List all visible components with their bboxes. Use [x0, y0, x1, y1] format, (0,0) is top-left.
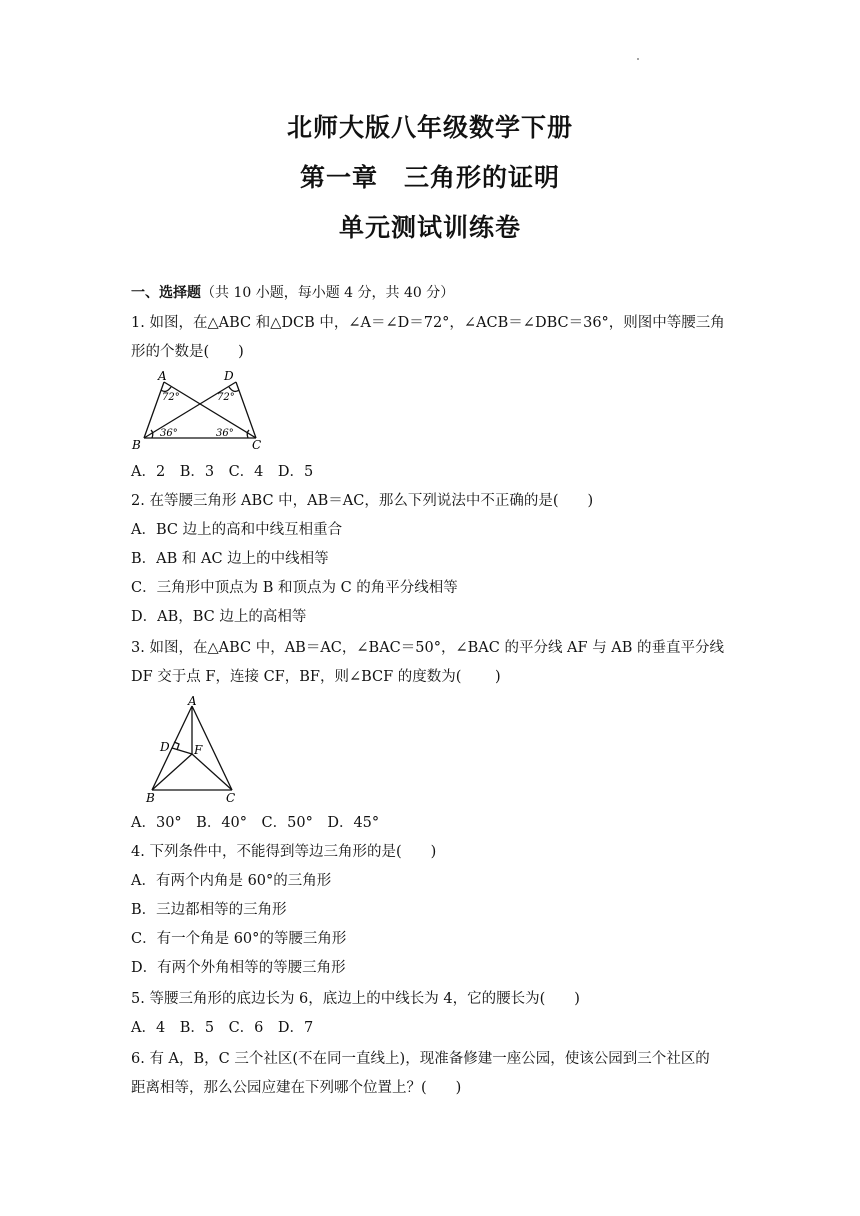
q1-label-c: C [252, 438, 262, 452]
section-heading [131, 283, 454, 303]
title-line-3: 单元测试训练卷 [338, 213, 521, 242]
q4-option-b: B．三边都相等的三角形 [131, 902, 287, 918]
q2-option-b: B．AB 和 AC 边上的中线相等 [131, 551, 329, 567]
q2-option-a: A．BC 边上的高和中线互相重合 [131, 522, 343, 538]
q1-label-d: D [224, 369, 234, 383]
q1-angle-c: 36° [216, 428, 234, 439]
q1-line-ac [164, 382, 256, 438]
q1-angle-a: 72° [162, 392, 180, 403]
q3-label-a: A [188, 694, 197, 708]
q3-label-b: B [146, 791, 155, 805]
q3-stem-line2: DF 交于点 F，连接 CF，BF，则∠BCF 的度数为( ) [131, 669, 501, 685]
q2-stem: 2. 在等腰三角形 ABC 中，AB＝AC，那么下列说法中不正确的是( ) [131, 493, 594, 509]
q1-angle-d: 72° [217, 392, 235, 403]
q3-label-d: D [160, 740, 170, 754]
title-line-1: 北师大版八年级数学下册 [286, 113, 573, 142]
q1-figure [128, 368, 268, 454]
q1-options: A．2 B．3 C．4 D．5 [131, 464, 314, 480]
q2-option-c: C．三角形中顶点为 B 和顶点为 C 的角平分线相等 [131, 580, 458, 596]
q1-label-b: B [132, 438, 141, 452]
q3-options: A．30° B．40° C．50° D．45° [131, 815, 380, 831]
q2-option-d: D．AB，BC 边上的高相等 [131, 609, 307, 625]
q3-figure [140, 694, 250, 808]
q3-line-df [172, 748, 192, 754]
q1-label-a: A [158, 369, 167, 383]
q3-stem-line1: 3. 如图，在△ABC 中，AB＝AC，∠BAC＝50°，∠BAC 的平分线 AF 与 AB 的垂直平分线 [131, 640, 725, 656]
q5-options: A．4 B．5 C．6 D．7 [131, 1020, 314, 1036]
page-dot [637, 58, 639, 60]
q3-line-bf [152, 754, 192, 790]
q4-option-d: D．有两个外角相等的等腰三角形 [131, 960, 346, 976]
q4-stem: 4. 下列条件中，不能得到等边三角形的是( ) [131, 844, 437, 860]
title-line-2: 第一章 三角形的证明 [299, 163, 560, 192]
q1-stem-line2: 形的个数是( ) [131, 344, 244, 360]
q4-option-c: C．有一个角是 60°的等腰三角形 [131, 931, 347, 947]
q3-line-cf [192, 754, 232, 790]
q5-stem: 5. 等腰三角形的底边长为 6，底边上的中线长为 4，它的腰长为( ) [131, 991, 580, 1007]
q6-stem-line2: 距离相等，那么公园应建在下列哪个位置上？( ) [131, 1080, 462, 1096]
q6-stem-line1: 6. 有 A，B，C 三个社区(不在同一直线上)，现准备修建一座公园，使该公园到三个社区的 [131, 1051, 710, 1067]
q4-option-a: A．有两个内角是 60°的三角形 [131, 873, 332, 889]
section-note: （共 10 小题，每小题 4 分，共 40 分） [201, 285, 455, 301]
q3-label-f: F [194, 743, 203, 757]
q1-stem-line1: 1. 如图，在△ABC 和△DCB 中，∠A＝∠D＝72°，∠ACB＝∠DBC＝36°，则图中等腰三角 [131, 315, 725, 331]
q1-angle-b: 36° [160, 428, 178, 439]
section-title: 一、选择题 [131, 285, 201, 301]
q3-label-c: C [226, 791, 236, 805]
